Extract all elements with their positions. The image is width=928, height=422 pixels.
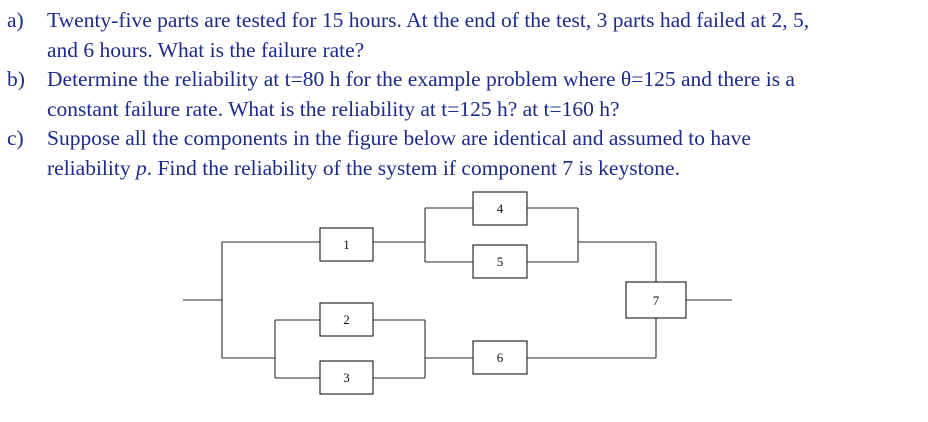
block-5-label: 5 (496, 254, 504, 269)
block-6-label: 6 (496, 350, 504, 365)
question-a-letter: a) (7, 8, 24, 32)
block-3-label: 3 (343, 370, 350, 385)
block-7-label: 7 (652, 293, 660, 308)
block-3 (320, 361, 373, 394)
block-1-label: 1 (343, 237, 350, 252)
question-b-line-2: constant failure rate. What is the reliability at t=125 h? at t=160 h? (47, 97, 620, 121)
question-c-letter: c) (7, 126, 24, 150)
block-5 (473, 245, 527, 278)
question-a-line-1: Twenty-five parts are tested for 15 hours. At the end of the test, 3 parts had failed at 2, 5, (47, 8, 810, 32)
question-c-line-2-after: . Find the reliability of the system if component 7 is keystone. (146, 156, 680, 180)
question-b-line-1: Determine the reliability at t=80 h for the example problem where θ=125 and there is a (47, 67, 795, 91)
block-4-label: 4 (496, 201, 504, 216)
block-1 (320, 228, 373, 261)
question-c-line-1: Suppose all the components in the figure below are identical and assumed to have (47, 126, 751, 150)
block-2 (320, 303, 373, 336)
question-a-line-2: and 6 hours. What is the failure rate? (47, 38, 365, 62)
block-4 (473, 192, 527, 225)
block-2-label: 2 (343, 312, 350, 327)
block-7 (626, 282, 686, 318)
question-c-line-2-before: reliability (47, 156, 136, 180)
question-b-letter: b) (7, 67, 25, 91)
block-6 (473, 341, 527, 374)
reliability-variable: p (135, 156, 147, 180)
